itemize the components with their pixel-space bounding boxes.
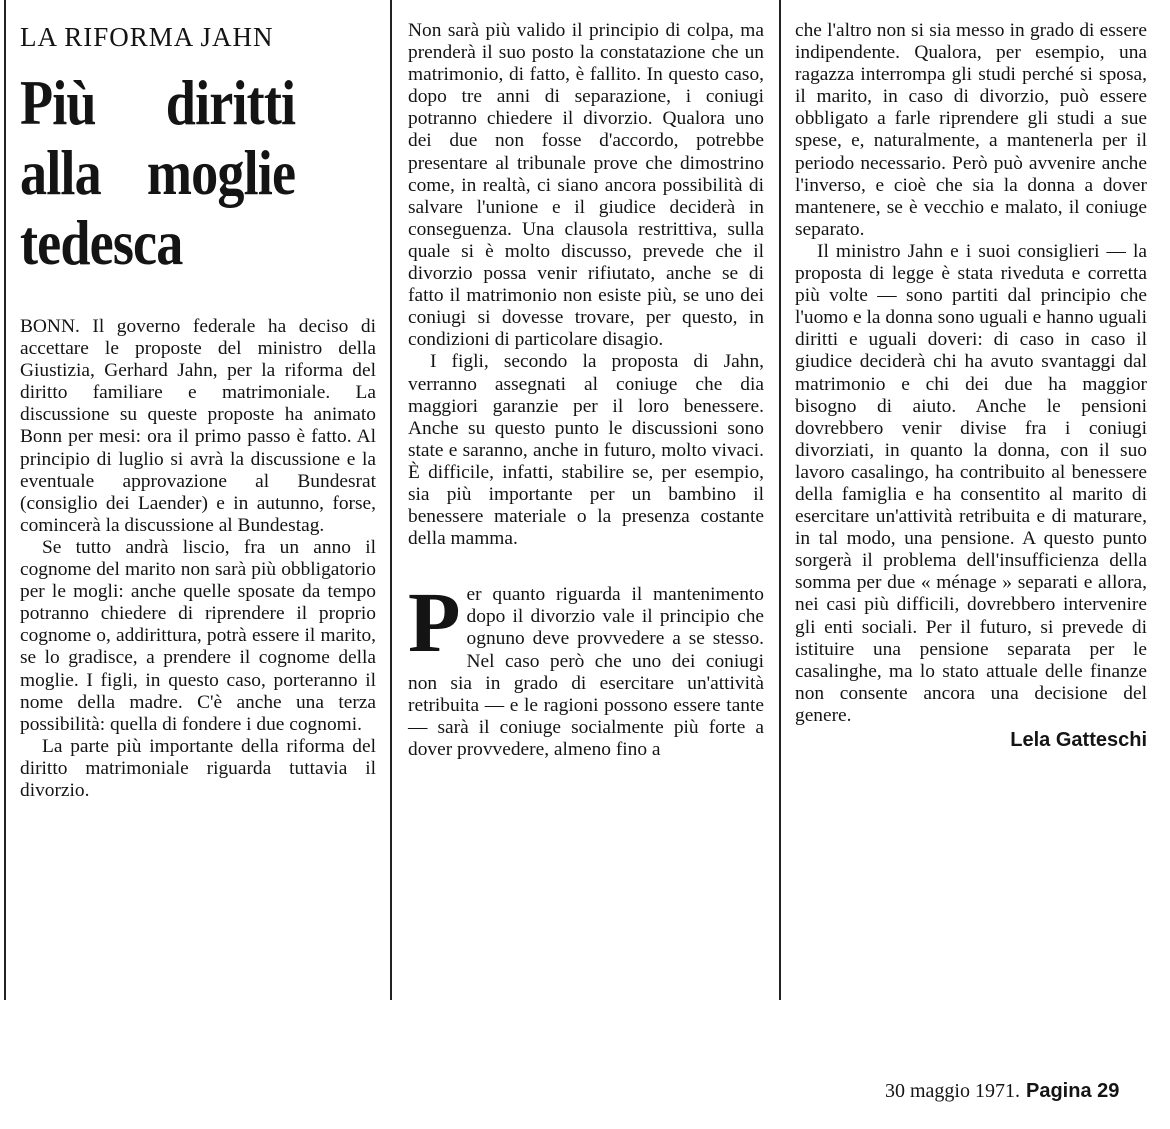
author-byline: Lela Gatteschi <box>1010 729 1147 751</box>
article-column-2 <box>408 20 764 761</box>
article-headline: Più diritti alla moglie tedesca <box>20 68 296 278</box>
paragraph: che l'altro non si sia messo in grado di essere indipendente. Qualora, per esempio, una ragazza interrompa gli studi perché si sposa, il marito, in caso di divorzio, può essere obbligato a farle riprendere gli studi a sue spese, e, naturalmente, a mantenerla per il periodo necessario. Però può avvenire anche l'inverso, e cioè che sia la donna a dover mantenere, se è vecchio e malato, il coniuge separato. <box>795 20 1147 240</box>
page-footer <box>885 1080 1119 1103</box>
paragraph: Se tutto andrà liscio, fra un anno il cognome del marito non sarà più obbligatorio per le mogli: anche quelle sposate da tempo potranno chiedere di riprendere il proprio cognome o, addirittura, potrà essere il marito, se lo gradisce, a prendere il cognome della moglie. I figli, in questo caso, porteranno il nome della madre. C'è anche una terza possibilità: quella di fondere i due cognomi. <box>20 536 376 735</box>
paragraph: BONN. Il governo federale ha deciso di accettare le proposte del ministro della Giustizia, Gerhard Jahn, per la riforma del diritto familiare e matrimoniale. La discussione su queste proposte ha animato Bonn per mesi: ora il primo passo è fatto. Al principio di luglio si avrà la discussione e la eventuale approvazione al Bundesrat (consiglio dei Laender) e in autunno, forse, comincerà la discussione al Bundestag. <box>20 316 376 536</box>
issue-date: 30 maggio 1971. <box>885 1080 1020 1102</box>
paragraph: I figli, secondo la proposta di Jahn, verranno assegnati al coniuge che dia maggiori garanzie per il loro benessere. Anche su questo punto le discussioni sono state e saranno, anche in futuro, molto vivaci. È difficile, infatti, stabilire se, per esempio, sia più importante per un bambino il benessere materiale o la presenza costante della mamma. <box>408 351 764 550</box>
column-divider-2 <box>779 0 781 1000</box>
left-border-rule <box>4 0 6 1000</box>
article-column-3 <box>795 20 1147 751</box>
column-divider-1 <box>390 0 392 1000</box>
drop-cap-letter: P <box>408 574 461 671</box>
article-kicker: LA RIFORMA JAHN <box>20 22 274 52</box>
paragraph: Non sarà più valido il principio di colpa, ma prenderà il suo posto la constatazione che un matrimonio, di fatto, è fallito. In questo caso, dopo tre anni di separazione, i coniugi potranno chiedere il divorzio. Qualora uno dei due non fosse d'accordo, potrebbe presentare al tribunale prove che dimostrino come, in realtà, ci siano ancora possibilità di salvare l'unione e il giudice deciderà in conseguenza. Una clausola restrittiva, sulla quale si è molto discusso, prevede che il divorzio possa venir rifiutato, anche se di fatto il matrimonio non esiste più, se uno dei coniugi si dovesse trovare, per questo, in condizioni di particolare disagio. <box>408 20 764 351</box>
paragraph: Il ministro Jahn e i suoi consiglieri — la proposta di legge è stata riveduta e corretta più volte — sono partiti dal principio che l'uomo e la donna sono uguali e hanno uguali diritti e uguali doveri: di caso in caso il giudice deciderà chi ha avuto svantaggi dal matrimonio e chi dei due ha maggior bisogno di aiuto. Anche le pensioni dovrebbero venir divise fra i coniugi divorziati, in quanto la donna, con il suo lavoro casalingo, ha contribuito al benessere della famiglia e ha consentito al marito di esercitare un'attività retribuita e di maturare, in tal modo, una pensione. A questo punto sorgerà il problema dell'insufficienza della somma per due « ménage » separati e allora, nei casi più difficili, dovrebbero intervenire gli enti sociali. Per il futuro, si prevede di istituire una pensione separata per le casalinghe, ma lo stato attuale delle finanze non consente ancora una decisione del genere. <box>795 240 1147 726</box>
page-number: Pagina 29 <box>1026 1080 1120 1102</box>
article-column-1 <box>20 10 376 802</box>
dropcap-paragraph-text: er quanto riguarda il mantenimento dopo il divorzio vale il principio che ognuno deve provvedere a se stesso. Nel caso però che uno dei coniugi non sia in grado di esercitare un'attività retribuita — e le ragioni possono essere tante — sarà il coniuge socialmente più forte a dover provvedere, almeno fino a <box>408 584 764 760</box>
paragraph: La parte più importante della riforma del diritto matrimoniale riguarda tuttavia il divorzio. <box>20 735 376 801</box>
dropcap-paragraph <box>408 574 764 761</box>
